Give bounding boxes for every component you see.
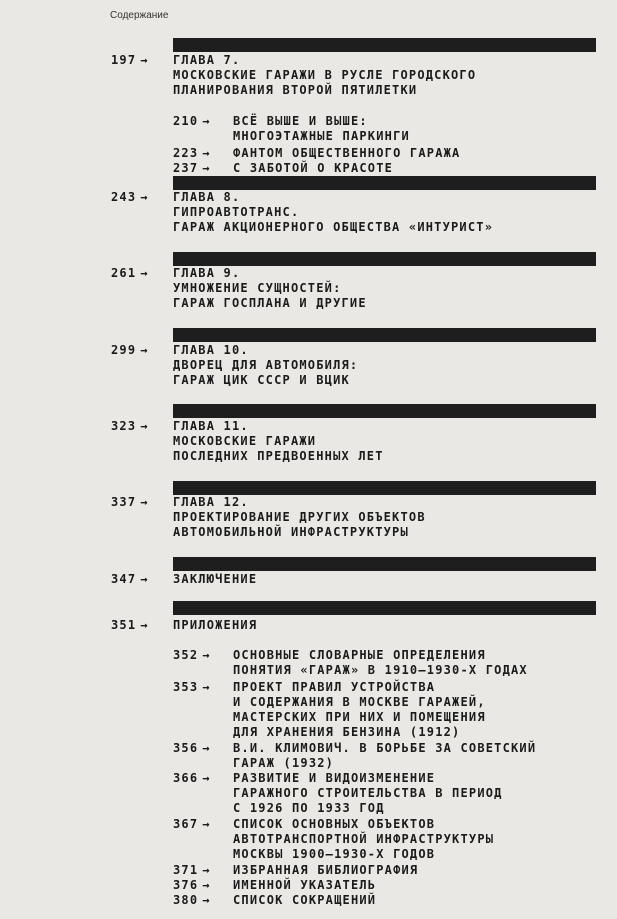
page-number-value: 371: [173, 863, 199, 877]
arrow-icon: →: [202, 893, 211, 907]
subentry-title-line: И СОДЕРЖАНИЯ В МОСКВЕ ГАРАЖЕЙ,: [233, 695, 486, 709]
arrow-icon: →: [202, 680, 211, 694]
entry-title-line: ГЛАВА 10.: [173, 343, 249, 357]
page-number-value: 380: [173, 893, 199, 907]
page-number: [111, 572, 149, 587]
page-number: [111, 343, 149, 358]
page-number: [111, 53, 149, 68]
entry-title-line: ГЛАВА 11.: [173, 419, 249, 433]
page-number: [111, 618, 149, 633]
arrow-icon: →: [140, 419, 149, 433]
subentry-title-line: АВТОТРАНСПОРТНОЙ ИНФРАСТРУКТУРЫ: [233, 832, 495, 846]
arrow-icon: →: [140, 572, 149, 586]
page-number: [173, 680, 211, 695]
entry-title-line: АВТОМОБИЛЬНОЙ ИНФРАСТРУКТУРЫ: [173, 525, 409, 539]
subentry-title-line: СПИСОК ОСНОВНЫХ ОБЪЕКТОВ: [233, 817, 436, 831]
entry-title-line: УМНОЖЕНИЕ СУЩНОСТЕЙ:: [173, 281, 342, 295]
page-number: [173, 878, 211, 893]
page-number: [111, 266, 149, 281]
page-number-value: 237: [173, 161, 199, 175]
entry-title-line: ГЛАВА 8.: [173, 190, 241, 204]
entry-title-line: ГЛАВА 12.: [173, 495, 249, 509]
subentry-title-line: С ЗАБОТОЙ О КРАСОТЕ: [233, 161, 394, 175]
subentry-title-line: СПИСОК СОКРАЩЕНИЙ: [233, 893, 377, 907]
subentry-title-line: ВСЁ ВЫШЕ И ВЫШЕ:: [233, 114, 368, 128]
chapter-divider-bar: [173, 601, 596, 615]
page-number-value: 366: [173, 771, 199, 785]
page-number-value: 353: [173, 680, 199, 694]
page-number-value: 261: [111, 266, 137, 280]
chapter-divider-bar: [173, 481, 596, 495]
entry-title-line: ПРОЕКТИРОВАНИЕ ДРУГИХ ОБЪЕКТОВ: [173, 510, 426, 524]
chapter-divider-bar: [173, 404, 596, 418]
page-number: [173, 161, 211, 176]
page-number: [111, 419, 149, 434]
subentry-title-line: ГАРАЖНОГО СТРОИТЕЛЬСТВА В ПЕРИОД: [233, 786, 503, 800]
subentry-title-line: МНОГОЭТАЖНЫЕ ПАРКИНГИ: [233, 129, 410, 143]
arrow-icon: →: [140, 266, 149, 280]
page-number-value: 376: [173, 878, 199, 892]
page-number: [111, 495, 149, 510]
page-number-value: 351: [111, 618, 137, 632]
arrow-icon: →: [202, 863, 211, 877]
subentry-title-line: ПРОЕКТ ПРАВИЛ УСТРОЙСТВА: [233, 680, 436, 694]
page-number: [173, 863, 211, 878]
page-number-value: 299: [111, 343, 137, 357]
subentry-title-line: МОСКВЫ 1900–1930-Х ГОДОВ: [233, 847, 436, 861]
page-number: [173, 648, 211, 663]
arrow-icon: →: [202, 114, 211, 128]
arrow-icon: →: [202, 161, 211, 175]
page-number: [173, 817, 211, 832]
arrow-icon: →: [140, 343, 149, 357]
subentry-title-line: МАСТЕРСКИХ ПРИ НИХ И ПОМЕЩЕНИЯ: [233, 710, 486, 724]
subentry-title-line: ИМЕННОЙ УКАЗАТЕЛЬ: [233, 878, 377, 892]
page-number-value: 210: [173, 114, 199, 128]
subentry-title-line: ПОНЯТИЯ «ГАРАЖ» В 1910–1930-Х ГОДАХ: [233, 663, 528, 677]
page-number-value: 352: [173, 648, 199, 662]
entry-title-line: ПРИЛОЖЕНИЯ: [173, 618, 258, 632]
page-number-value: 243: [111, 190, 137, 204]
page-number: [173, 114, 211, 129]
arrow-icon: →: [202, 817, 211, 831]
chapter-divider-bar: [173, 557, 596, 571]
page-number: [173, 771, 211, 786]
arrow-icon: →: [202, 648, 211, 662]
page-number-value: 197: [111, 53, 137, 67]
subentry-title-line: ДЛЯ ХРАНЕНИЯ БЕНЗИНА (1912): [233, 725, 461, 739]
chapter-divider-bar: [173, 328, 596, 342]
entry-title-line: ГЛАВА 9.: [173, 266, 241, 280]
running-head: Содержание: [110, 10, 169, 21]
entry-title-line: ПЛАНИРОВАНИЯ ВТОРОЙ ПЯТИЛЕТКИ: [173, 83, 418, 97]
entry-title-line: ГАРАЖ АКЦИОНЕРНОГО ОБЩЕСТВА «ИНТУРИСТ»: [173, 220, 494, 234]
arrow-icon: →: [140, 190, 149, 204]
entry-title-line: ГАРАЖ ЦИК СССР И ВЦИК: [173, 373, 350, 387]
subentry-title-line: ФАНТОМ ОБЩЕСТВЕННОГО ГАРАЖА: [233, 146, 461, 160]
page-number-value: 337: [111, 495, 137, 509]
entry-title-line: ГЛАВА 7.: [173, 53, 241, 67]
subentry-title-line: ОСНОВНЫЕ СЛОВАРНЫЕ ОПРЕДЕЛЕНИЯ: [233, 648, 486, 662]
page-number-value: 367: [173, 817, 199, 831]
arrow-icon: →: [202, 771, 211, 785]
subentry-title-line: С 1926 ПО 1933 ГОД: [233, 801, 385, 815]
subentry-title-line: ИЗБРАННАЯ БИБЛИОГРАФИЯ: [233, 863, 419, 877]
page-number: [111, 190, 149, 205]
subentry-title-line: РАЗВИТИЕ И ВИДОИЗМЕНЕНИЕ: [233, 771, 436, 785]
entry-title-line: ГИПРОАВТОТРАНС.: [173, 205, 300, 219]
page-number: [173, 146, 211, 161]
arrow-icon: →: [140, 53, 149, 67]
arrow-icon: →: [202, 146, 211, 160]
page-number: [173, 741, 211, 756]
chapter-divider-bar: [173, 38, 596, 52]
subentry-title-line: В.И. КЛИМОВИЧ. В БОРЬБЕ ЗА СОВЕТСКИЙ: [233, 741, 537, 755]
page-number-value: 347: [111, 572, 137, 586]
entry-title-line: ГАРАЖ ГОСПЛАНА И ДРУГИЕ: [173, 296, 367, 310]
entry-title-line: ДВОРЕЦ ДЛЯ АВТОМОБИЛЯ:: [173, 358, 359, 372]
entry-title-line: ПОСЛЕДНИХ ПРЕДВОЕННЫХ ЛЕТ: [173, 449, 384, 463]
arrow-icon: →: [140, 495, 149, 509]
entry-title-line: МОСКОВСКИЕ ГАРАЖИ: [173, 434, 317, 448]
arrow-icon: →: [140, 618, 149, 632]
page-number-value: 323: [111, 419, 137, 433]
arrow-icon: →: [202, 878, 211, 892]
chapter-divider-bar: [173, 176, 596, 190]
chapter-divider-bar: [173, 252, 596, 266]
arrow-icon: →: [202, 741, 211, 755]
subentry-title-line: ГАРАЖ (1932): [233, 756, 335, 770]
page-number-value: 356: [173, 741, 199, 755]
page-number: [173, 893, 211, 908]
entry-title-line: МОСКОВСКИЕ ГАРАЖИ В РУСЛЕ ГОРОДСКОГО: [173, 68, 477, 82]
page-number-value: 223: [173, 146, 199, 160]
entry-title-line: ЗАКЛЮЧЕНИЕ: [173, 572, 258, 586]
